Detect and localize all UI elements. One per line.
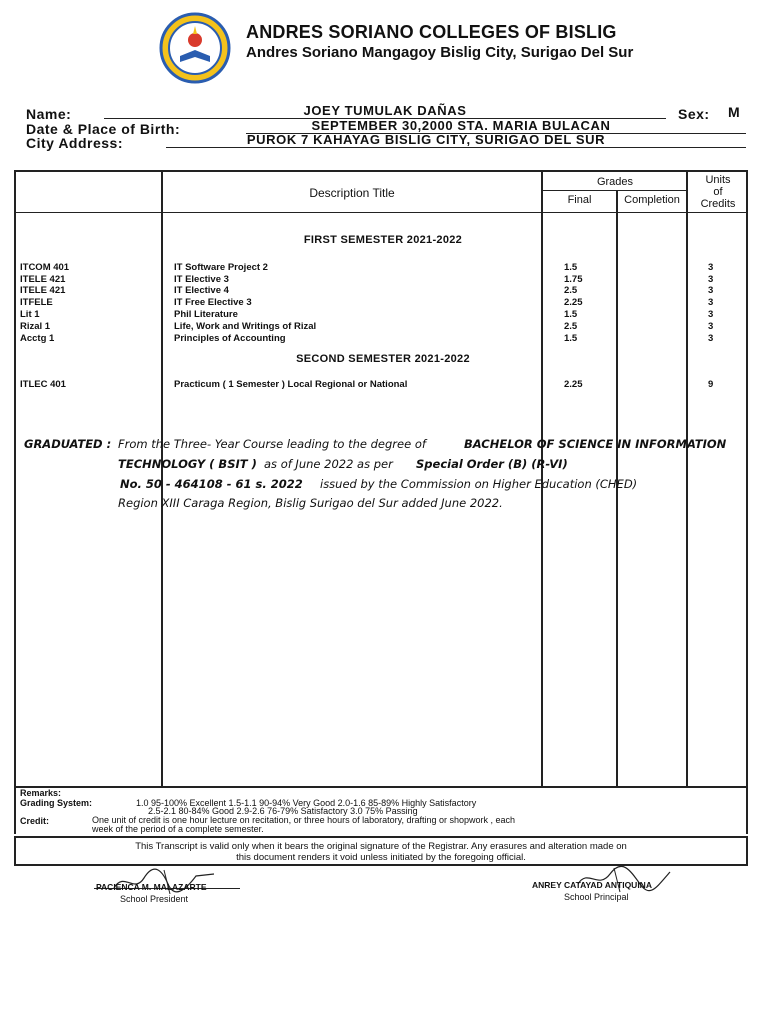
sex-label: Sex: [678,106,710,122]
special-order: Special Order (B) (R-VI) [416,457,568,471]
school-name: ANDRES SORIANO COLLEGES OF BISLIG [246,22,617,42]
course-code: Lit 1 [20,309,40,320]
first-semester-title: FIRST SEMESTER 2021-2022 [303,234,463,246]
final-grade: 2.5 [564,321,578,332]
principal-title: School Principal [564,892,629,902]
table-row [16,285,750,297]
credit-label: Credit: [20,816,49,826]
course-code: Acctg 1 [20,333,55,344]
validity-line2: this document renders it void unless initiated by the foregoing official. [236,852,526,863]
address-label: City Address: [26,135,124,151]
table-row [16,379,750,391]
course-code: Rizal 1 [20,321,51,332]
final-grade: 1.75 [564,274,583,285]
graduation-line4: Region XIII Caraga Region, Bislig Surigao del Sur added June 2022. [118,496,503,510]
table-row [16,297,750,309]
special-order-number: No. 50 - 464108 - 61 s. 2022 [120,477,303,491]
student-sex: M [728,104,741,120]
grading-system-line2: 2.5-2.1 80-84% Good 2.9-2.6 76-79% Satisfactory 3.0 75% Passing [148,806,418,816]
course-description: IT Elective 3 [174,274,229,285]
units: 3 [708,309,714,320]
graduation-degree: BACHELOR OF SCIENCE IN INFORMATION [464,437,727,451]
student-name: JOEY TUMULAK DAÑAS [303,103,467,118]
birth-label: Date & Place of Birth: [26,121,181,137]
remarks-label: Remarks: [20,788,62,798]
school-seal-logo [152,12,238,84]
header-bottom-line [16,212,746,213]
course-description: IT Free Elective 3 [174,297,252,308]
completion-header: Completion [624,194,680,206]
school-address: Andres Soriano Mangagoy Bislig City, Surigao Del Sur [246,44,634,61]
course-description: IT Elective 4 [174,285,229,296]
address-line [166,147,746,148]
course-code: ITFELE [20,297,53,308]
units: 9 [708,379,714,390]
units: 3 [708,262,714,273]
course-description: Phil Literature [174,309,238,320]
course-description: Principles of Accounting [174,333,286,344]
credit-line1: One unit of credit is one hour lecture on recitation, or three hours of laboratory, drafting or shopwork , each [92,815,516,825]
student-address: PUROK 7 KAHAYAG BISLIG CITY, SURIGAO DEL SUR [246,132,606,147]
units-header-line2: of [713,186,723,198]
name-label: Name: [26,106,72,122]
second-semester-title: SECOND SEMESTER 2021-2022 [296,353,470,365]
grading-system-label: Grading System: [20,798,93,808]
course-description: IT Software Project 2 [174,262,268,273]
units: 3 [708,297,714,308]
course-code: ITELE 421 [20,274,66,285]
course-description: Practicum ( 1 Semester ) Local Regional or National [174,379,408,390]
units: 3 [708,274,714,285]
graduation-line1-a: From the Three- Year Course leading to the degree of [118,437,426,451]
president-name: PACIENCA M. MALAZARTE [96,882,207,892]
final-grade: 1.5 [564,333,578,344]
table-row [16,262,750,274]
final-grade: 2.5 [564,285,578,296]
grades-sub-line [542,190,687,191]
final-header: Final [567,194,592,206]
validity-line1: This Transcript is valid only when it bears the original signature of the Registrar. Any erasures and alteration made on [135,841,627,852]
final-grade: 1.5 [564,262,578,273]
units-header-line3: Credits [700,198,736,210]
principal-name: ANREY CATAYAD ANTIQUINA [532,880,652,890]
grades-header: Grades [596,176,634,188]
course-description: Life, Work and Writings of Rizal [174,321,317,332]
course-code: ITLEC 401 [20,379,66,390]
grading-system-line1: 1.0 95-100% Excellent 1.5-1.1 90-94% Very Good 2.0-1.6 85-89% Highly Satisfactory [136,798,477,808]
table-row [16,309,750,321]
final-grade: 2.25 [564,297,583,308]
description-title-header: Description Title [309,186,395,200]
graduation-line2-b: as of June 2022 as per [264,457,393,471]
units: 3 [708,285,714,296]
graduation-line2-a: TECHNOLOGY ( BSIT ) [118,457,257,471]
units: 3 [708,321,714,332]
student-birth: SEPTEMBER 30,2000 STA. MARIA BULACAN [311,118,611,133]
units-header-line1: Units [705,174,731,186]
units: 3 [708,333,714,344]
final-grade: 1.5 [564,309,578,320]
course-code: ITCOM 401 [20,262,70,273]
final-grade: 2.25 [564,379,583,390]
graduation-line3-b: issued by the Commission on Higher Education (CHED) [320,477,638,491]
table-row [16,321,750,333]
validity-notice [14,836,748,866]
course-code: ITELE 421 [20,285,66,296]
credit-line2: week of the period of a complete semester. [92,824,264,834]
graduated-label: GRADUATED : [24,437,112,451]
table-row [16,333,750,345]
president-title: School President [120,894,189,904]
